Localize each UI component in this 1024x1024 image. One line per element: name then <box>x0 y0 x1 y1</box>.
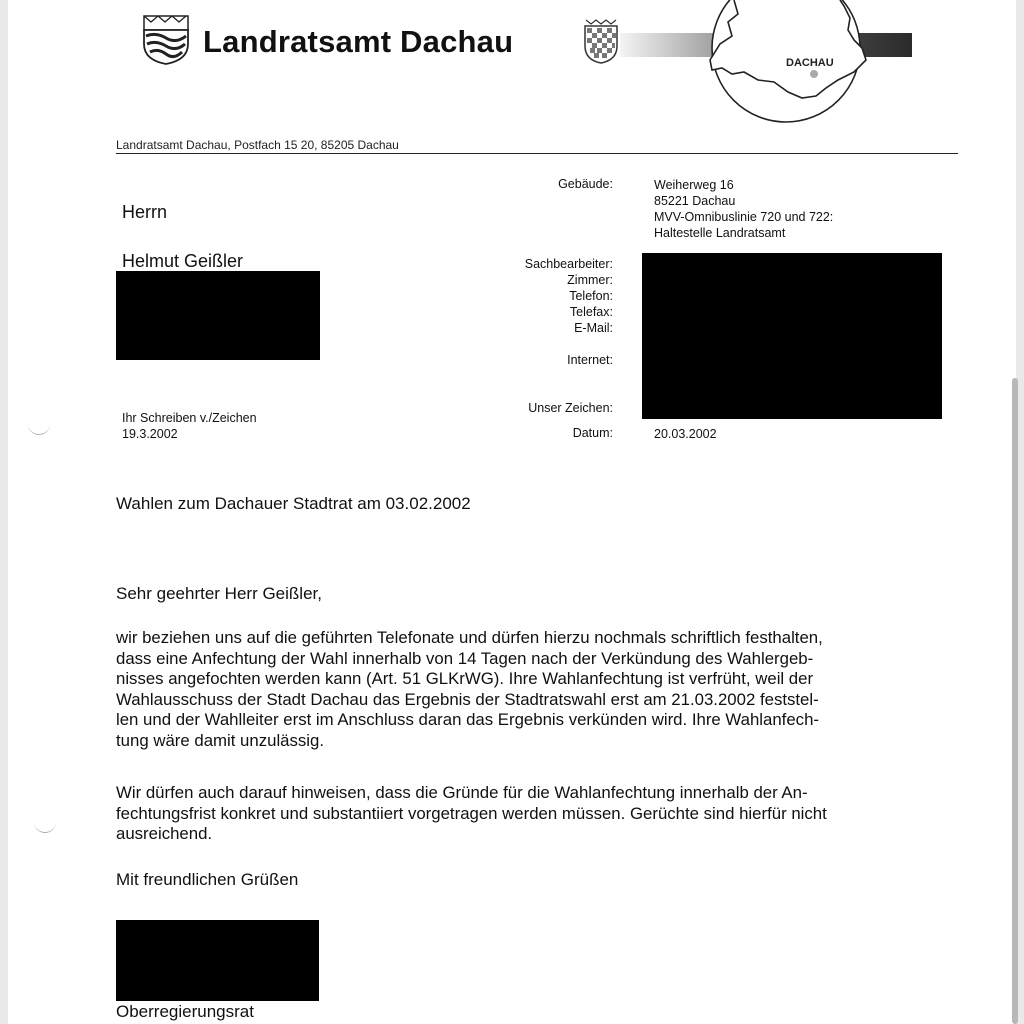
paragraph-1-line: Wahlausschuss der Stadt Dachau das Ergebnis der Stadtratswahl erst am 21.03.2002 feststel- <box>116 689 819 709</box>
paragraph-1-line: tung wäre damit unzulässig. <box>116 730 325 750</box>
building-line-4: Haltestelle Landratsamt <box>654 226 786 240</box>
building-line-2: 85221 Dachau <box>654 194 736 208</box>
letter-salutation: Sehr geehrter Herr Geißler, <box>116 584 322 603</box>
recipient-name: Helmut Geißler <box>122 251 244 271</box>
signatory-title: Oberregierungsrat <box>116 1002 254 1021</box>
our-reference-label: Unser Zeichen: <box>528 401 613 415</box>
paragraph-2-line: fechtungsfrist konkret und substantiiert vorgetragen werden müssen. Gerüchte sind hierfür nicht <box>116 803 827 823</box>
date-value: 20.03.2002 <box>654 427 717 441</box>
paragraph-1 <box>116 628 966 751</box>
paragraph-2 <box>116 783 966 845</box>
letter-closing: Mit freundlichen Grüßen <box>116 870 299 889</box>
your-letter-date: 19.3.2002 <box>122 427 178 441</box>
scrollbar[interactable] <box>1012 378 1018 1024</box>
redacted-contact-details <box>642 253 942 419</box>
fax-label: Telefax: <box>569 305 613 319</box>
building-line-3: MVV-Omnibuslinie 720 und 722: <box>654 210 834 224</box>
redacted-signature <box>116 920 319 1001</box>
header-rule <box>116 153 958 154</box>
paragraph-1-line: dass eine Anfechtung der Wahl innerhalb von 14 Tagen nach der Verkündung des Wahlergeb- <box>116 648 814 668</box>
paragraph-1-line: len und der Wahlleiter erst im Anschluss daran das Ergebnis verkünden wird. Ihre Wahlanfech- <box>116 710 819 729</box>
sender-address-line: Landratsamt Dachau, Postfach 15 20, 85205 Dachau <box>116 138 399 152</box>
recipient-salutation: Herrn <box>122 202 168 222</box>
paragraph-2-line: Wir dürfen auch darauf hinweisen, dass die Gründe für die Wahlanfechtung innerhalb der An- <box>116 783 808 802</box>
organization-name: Landratsamt Dachau <box>203 24 514 59</box>
building-label: Gebäude: <box>558 177 613 191</box>
clerk-label: Sachbearbeiter: <box>524 257 613 271</box>
phone-label: Telefon: <box>569 289 613 303</box>
bavaria-crest-icon <box>582 16 620 64</box>
letter-subject: Wahlen zum Dachauer Stadtrat am 03.02.2002 <box>116 494 471 513</box>
room-label: Zimmer: <box>567 273 613 287</box>
redacted-recipient-address <box>116 271 320 360</box>
email-label: E-Mail: <box>574 321 613 335</box>
coat-of-arms-icon <box>138 14 194 66</box>
building-line-1: Weiherweg 16 <box>654 178 734 192</box>
paragraph-1-line: nisses angefochten werden kann (Art. 51 GLKrWG). Ihre Wahlanfechtung ist verfrüht, weil der <box>116 669 814 688</box>
paragraph-1-line: wir beziehen uns auf die geführten Telefonate und dürfen hierzu nochmals schriftlich festhalten, <box>116 628 823 647</box>
paragraph-2-line: ausreichend. <box>116 824 213 843</box>
internet-label: Internet: <box>567 353 613 367</box>
district-map-icon <box>698 0 874 124</box>
date-label: Datum: <box>572 426 613 440</box>
your-letter-label: Ihr Schreiben v./Zeichen <box>122 411 257 425</box>
map-label: DACHAU <box>786 57 834 69</box>
